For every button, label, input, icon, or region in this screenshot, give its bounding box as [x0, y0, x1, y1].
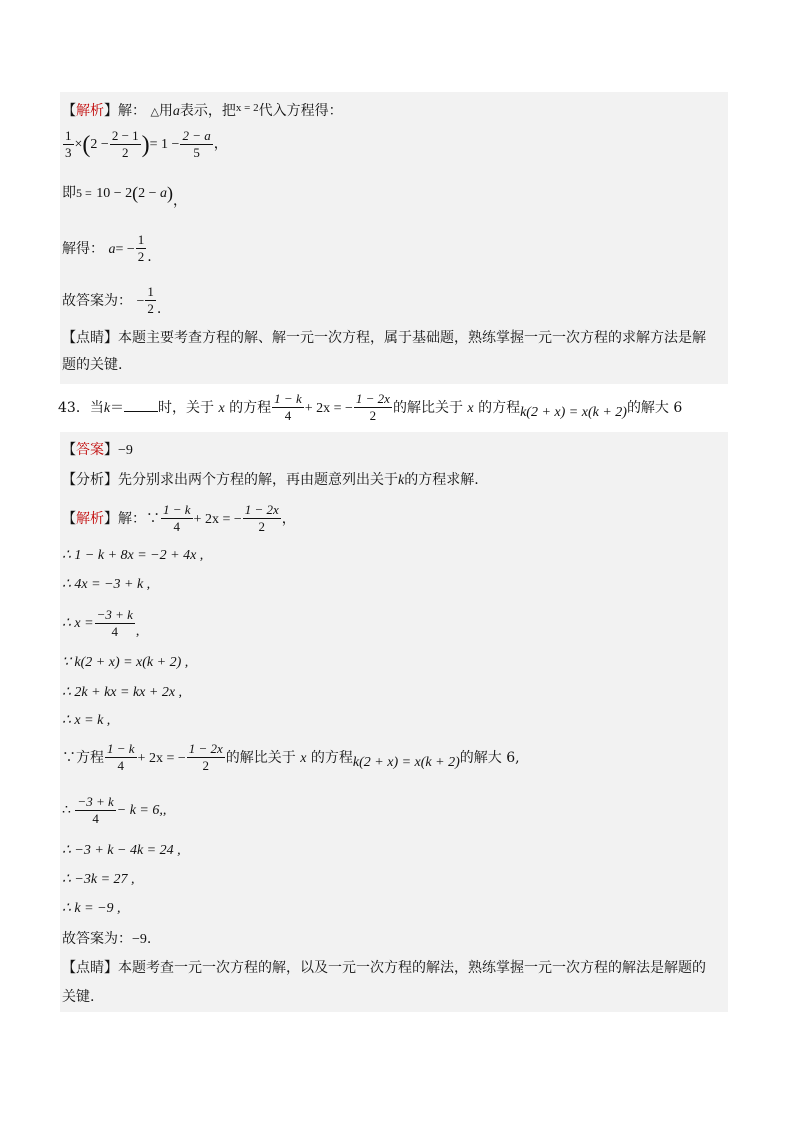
fraction: $\frac{1}{2}$ — [147, 284, 154, 317]
answer-line: 故答案为： − $\frac{1}{2}$ . — [62, 284, 162, 317]
jiexi-tag: 解析 — [76, 510, 104, 527]
solve-line: 解得： a= − $\frac{1}{2}$ . — [62, 232, 152, 265]
comment-line-2: 题的关键. — [62, 357, 123, 373]
fraction: $\frac{1 - 2x}{2}$ — [355, 391, 390, 424]
step-x-line: ∴ x = $\frac{-3 + k}{4}$ , — [62, 607, 140, 640]
substitution: x = 2 — [235, 102, 259, 114]
answer-blank — [124, 399, 158, 412]
equation-2: 即5 = 10 − 2(2 − a)， — [62, 183, 188, 209]
comment-tag: 点睛 — [76, 960, 104, 976]
fraction: $\frac{2 - a}{5}$ — [182, 128, 211, 161]
step-line: ∴ −3 + k − 4k = 24 , — [62, 843, 181, 858]
step-line: ∴ −3k = 27 , — [62, 872, 135, 887]
fraction: $\frac{1 - k}{4}$ — [274, 391, 302, 424]
step-line: ∵ k(2 + x) = x(k + 2) , — [62, 655, 189, 670]
answer-tag: 答案 — [76, 442, 104, 458]
fraction: $\frac{1 - 2x}{2}$ — [188, 741, 223, 774]
equation-1: $\frac{1}{3}$ ×(2 − $\frac{2 - 1}{2}$ )= 1 − $\frac{2 - a}{5}$ ， — [65, 128, 228, 161]
comment-line-1: 【点睛】本题考查一元一次方程的解，以及一元一次方程的解法，熟练掌握一元一次方程的解法是解题的 — [62, 960, 706, 976]
comment-line-2: 关键. — [62, 989, 95, 1005]
diff-line: ∴ $\frac{-3 + k}{4}$ − k = 6,, — [62, 794, 167, 827]
analysis-tag: 解析 — [76, 103, 104, 119]
fraction: $\frac{1 - 2x}{2}$ — [244, 502, 279, 535]
jiexi-row: 【解析】解：∵ $\frac{1 - k}{4}$ + 2x = − $\frac{1 - 2x}{2}$ ， — [62, 502, 296, 535]
fraction: $\frac{1}{3}$ — [65, 128, 72, 161]
step-line: ∴ 1 − k + 8x = −2 + 4x , — [62, 548, 204, 563]
step-line: ∴ x = k , — [62, 713, 111, 728]
fraction: $\frac{-3 + k}{4}$ — [96, 607, 133, 640]
fraction: $\frac{1 - k}{4}$ — [163, 502, 191, 535]
because-line: ∵方程 $\frac{1 - k}{4}$ + 2x = − $\frac{1 - 2x}{2}$ 的解比关于 x 的方程k(2 + x) = x(k + 2)的解大 6, — [62, 741, 520, 774]
fenxi-row: 【分析】先分别求出两个方程的解，再由题意列出关于k的方程求解. — [62, 472, 479, 488]
fenxi-tag: 分析 — [76, 472, 104, 488]
fraction: $\frac{2 - 1}{2}$ — [111, 128, 139, 161]
fraction: $\frac{1 - k}{4}$ — [107, 741, 135, 774]
final-answer-line: 故答案为：−9. — [62, 931, 152, 947]
comment-line-1: 【点睛】本题主要考查方程的解、解一元一次方程，属于基础题，熟练掌握一元一次方程的求解方法是解 — [62, 330, 706, 346]
fraction: $\frac{1}{2}$ — [137, 232, 145, 265]
analysis-line: 【解析】解： △用a表示，把$^{x = 2}$代入方程得： — [62, 102, 343, 119]
answer-row: 【答案】−9 — [62, 442, 133, 458]
step-line: ∴ 4x = −3 + k , — [62, 577, 151, 592]
triangle-icon: △ — [150, 105, 159, 118]
step-line: ∴ k = −9 , — [62, 901, 121, 916]
question-43: 43．当k＝ 时，关于 x 的方程 $\frac{1 - k}{4}$ + 2x = − $\frac{1 - 2x}{2}$ 的解比关于 x 的方程k(2 + x) = x(k + 2)的解大 6 — [58, 391, 683, 424]
step-line: ∴ 2k + kx = kx + 2x , — [62, 685, 183, 700]
fraction: $\frac{-3 + k}{4}$ — [77, 794, 114, 827]
comment-tag: 点睛 — [76, 330, 104, 346]
